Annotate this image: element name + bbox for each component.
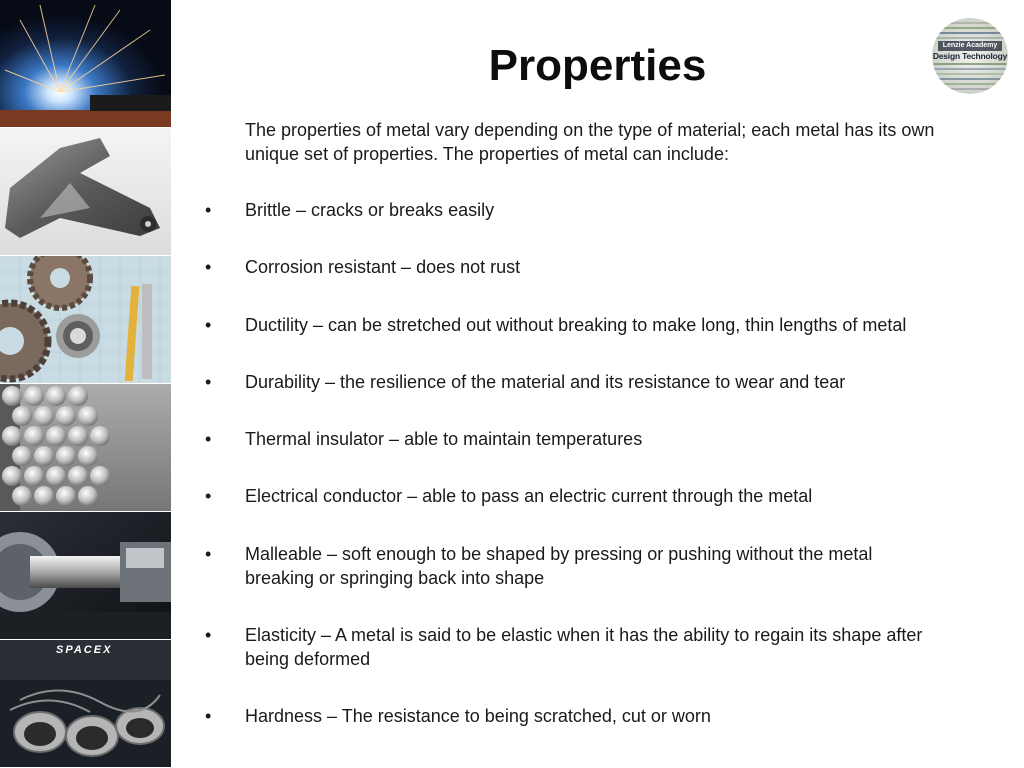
welding-photo: [0, 0, 171, 128]
logo-line2: Design Technology: [932, 51, 1008, 61]
metal-part-photo: [0, 128, 171, 256]
list-item-text: Ductility – can be stretched out without breaking to make long, thin lengths of metal: [245, 315, 907, 335]
list-item-text: Durability – the resilience of the material and its resistance to wear and tear: [245, 372, 846, 392]
bullet-dot: •: [205, 372, 212, 392]
spacex-engines-photo: [0, 640, 171, 768]
spacex-logo-text: SPACEX: [56, 644, 113, 656]
intro-paragraph: The properties of metal vary depending on the type of material; each metal has its own unique set of properties. The properties of metal can include:: [245, 120, 935, 164]
slide-title: Properties: [488, 41, 707, 90]
bullet-dot: •: [205, 200, 212, 220]
list-item-text: Corrosion resistant – does not rust: [245, 257, 521, 277]
list-item-text: Malleable – soft enough to be shaped by pressing or pushing without the metal breaking or springing back into shape: [245, 544, 873, 588]
list-item-text: Brittle – cracks or breaks easily: [245, 200, 495, 220]
list-item-text: Thermal insulator – able to maintain temperatures: [245, 429, 643, 449]
photo-strip: [0, 0, 171, 768]
logo-line1: Lenzie Academy: [942, 42, 998, 49]
bullet-dot: •: [205, 544, 212, 564]
bullet-dot: •: [205, 486, 212, 506]
gears-photo: [0, 256, 171, 384]
list-item-text: Hardness – The resistance to being scratched, cut or worn: [245, 706, 711, 726]
list-item-text: Electrical conductor – able to pass an electric current through the metal: [245, 486, 813, 506]
bullet-dot: •: [205, 315, 212, 335]
lenzie-academy-logo: [932, 18, 1008, 94]
bullet-dot: •: [205, 257, 212, 277]
lathe-photo: [0, 512, 171, 640]
bullet-dot: •: [205, 706, 212, 726]
bullet-dot: •: [205, 625, 212, 645]
metal-rods-photo: [0, 384, 171, 512]
list-item-text: Elasticity – A metal is said to be elastic when it has the ability to regain its shape after being deformed: [245, 625, 923, 669]
bullet-dot: •: [205, 429, 212, 449]
